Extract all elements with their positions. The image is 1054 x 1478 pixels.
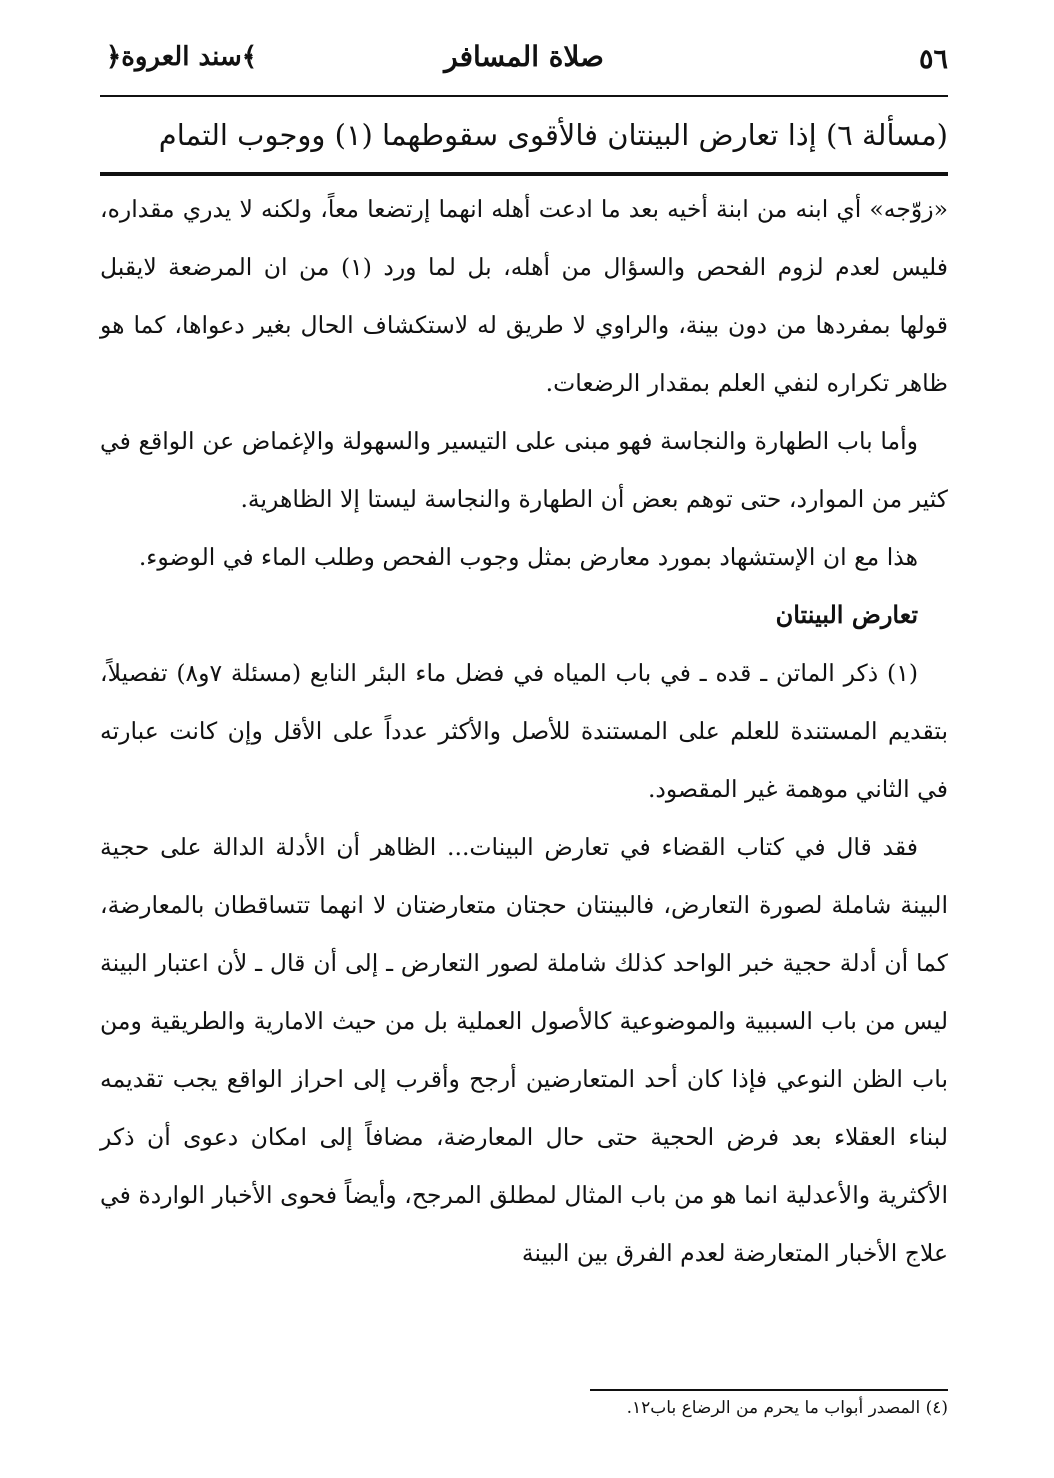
page-number: ٥٦	[918, 44, 948, 75]
paragraph: هذا مع ان الإستشهاد بمورد معارض بمثل وجوب الفحص وطلب الماء في الوضوء.	[138, 543, 918, 571]
commentary-paragraph: (١) ذكر الماتن ـ قده ـ في باب المياه في فضل ماء البئر النابع (مسئلة ٧و٨) تفصيلاً، بتقديم المستندة للعلم على المستندة للأصل والأكثر عدداً على الأقل وإن كانت عبارته في الثاني موهمة غير المقصود.	[100, 659, 948, 803]
chapter-title: صلاة المسافر	[444, 40, 604, 73]
issue-rule	[100, 172, 948, 176]
paragraph: «زوّجه» أي ابنه من ابنة أخيه بعد ما ادعت أهله انهما إرتضعا معاً، ولكنه لا يدري مقداره، فليس لعدم لزوم الفحص والسؤال من أهله، بل لما ورد (١) من ان المرضعة لايقبل قولها بمفردها من دون بينة، والراوي لا طريق له لاستكشاف الحال بغير دعواها، كما هو ظاهر تكراره لنفي العلم بمقدار الرضعات.	[100, 195, 948, 397]
footnote: (٤) المصدر أبواب ما يحرم من الرضاع باب١٢.	[626, 1398, 948, 1418]
page-header	[100, 38, 948, 88]
section-heading: تعارض البينتان	[775, 600, 918, 629]
commentary-paragraph: فقد قال في كتاب القضاء في تعارض البينات... الظاهر أن الأدلة الدالة على حجية البينة شاملة لصورة التعارض، فالبينتان حجتان متعارضتان لا انهما تتساقطان بالمعارضة، كما أن أدلة حجية خبر الواحد كذلك شاملة لصور التعارض ـ إلى أن قال ـ لأن اعتبار البينة ليس من باب السببية والموضوعية كالأصول العملية بل من حيث الامارية والطريقية ومن باب الظن النوعي فإذا كان أحد المتعارضين أرجح وأقرب إلى احراز الواقع يجب تقديمه لبناء العقلاء بعد فرض الحجية حتى حال المعارضة، مضافاً إلى امكان دعوى أن ذكر الأكثرية والأعدلية انما هو من باب المثال لمطلق المرجح، وأيضاً فحوى الأخبار الواردة في علاج الأخبار المتعارضة لعدم الفرق بين البينة	[100, 833, 948, 1267]
issue-line: (مسألة ٦) إذا تعارض البينتان فالأقوى سقوطهما (١) ووجوب التمام	[158, 118, 948, 152]
footnote-rule	[590, 1389, 948, 1391]
book-series-title: ﴿سند العروة﴾	[106, 42, 258, 72]
body-text	[100, 180, 948, 1282]
header-rule	[100, 95, 948, 97]
paragraph: وأما باب الطهارة والنجاسة فهو مبنى على التيسير والسهولة والإغماض عن الواقع في كثير من الموارد، حتى توهم بعض أن الطهارة والنجاسة ليستا إلا الظاهرية.	[100, 427, 948, 513]
